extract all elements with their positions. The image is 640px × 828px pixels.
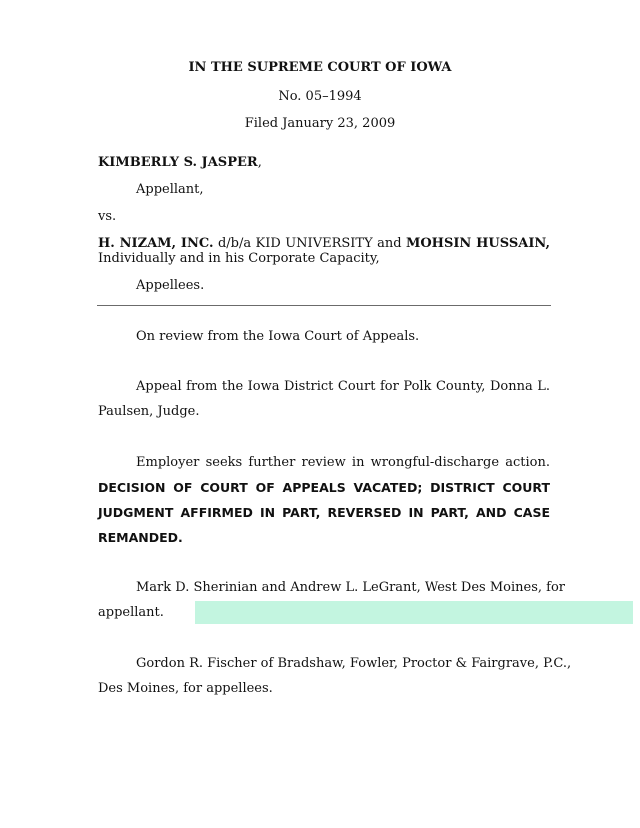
appeal-paragraph-line2: Paulsen, Judge. <box>98 404 200 419</box>
appellee1-dba: d/b/a KID UNIVERSITY and <box>217 236 402 251</box>
decision-line1: DECISION OF COURT OF APPEALS VACATED; DISTRICT COURT <box>98 480 550 495</box>
decision-line2: JUDGMENT AFFIRMED IN PART, REVERSED IN PART, AND CASE <box>98 505 550 520</box>
caption-divider <box>97 305 551 306</box>
appellant-counsel-line2: appellant. <box>98 605 164 620</box>
review-from-text: On review from the Iowa Court of Appeals. <box>136 329 420 344</box>
appellees-role: Appellees. <box>136 278 205 293</box>
appellant-caption <box>98 155 262 171</box>
case-number: No. 05–1994 <box>278 89 362 104</box>
appellant-comma: , <box>257 155 262 170</box>
text-highlight <box>195 601 633 624</box>
employer-review-line: Employer seeks further review in wrongful-discharge action. <box>136 455 550 470</box>
appellees-caption-line <box>98 236 550 252</box>
appeal-paragraph-line1: Appeal from the Iowa District Court for Polk County, Donna L. <box>136 379 550 394</box>
appellee-counsel-line2: Des Moines, for appellees. <box>98 681 273 696</box>
appellant-name: KIMBERLY S. JASPER <box>98 155 258 170</box>
filed-date: Filed January 23, 2009 <box>244 116 396 131</box>
decision-line3: REMANDED. <box>98 530 183 545</box>
court-heading: IN THE SUPREME COURT OF IOWA <box>188 60 452 75</box>
appellee2-name: MOHSIN HUSSAIN, <box>405 236 550 251</box>
appellant-role: Appellant, <box>136 182 204 197</box>
appellant-counsel-line1: Mark D. Sherinian and Andrew L. LeGrant, West Des Moines, for <box>136 580 565 595</box>
versus-text: vs. <box>98 209 117 224</box>
appellee-capacity: Individually and in his Corporate Capacity, <box>98 251 380 266</box>
appellee1-name: H. NIZAM, INC. <box>98 236 214 251</box>
appellee-counsel-line1: Gordon R. Fischer of Bradshaw, Fowler, Proctor & Fairgrave, P.C., <box>136 656 572 671</box>
